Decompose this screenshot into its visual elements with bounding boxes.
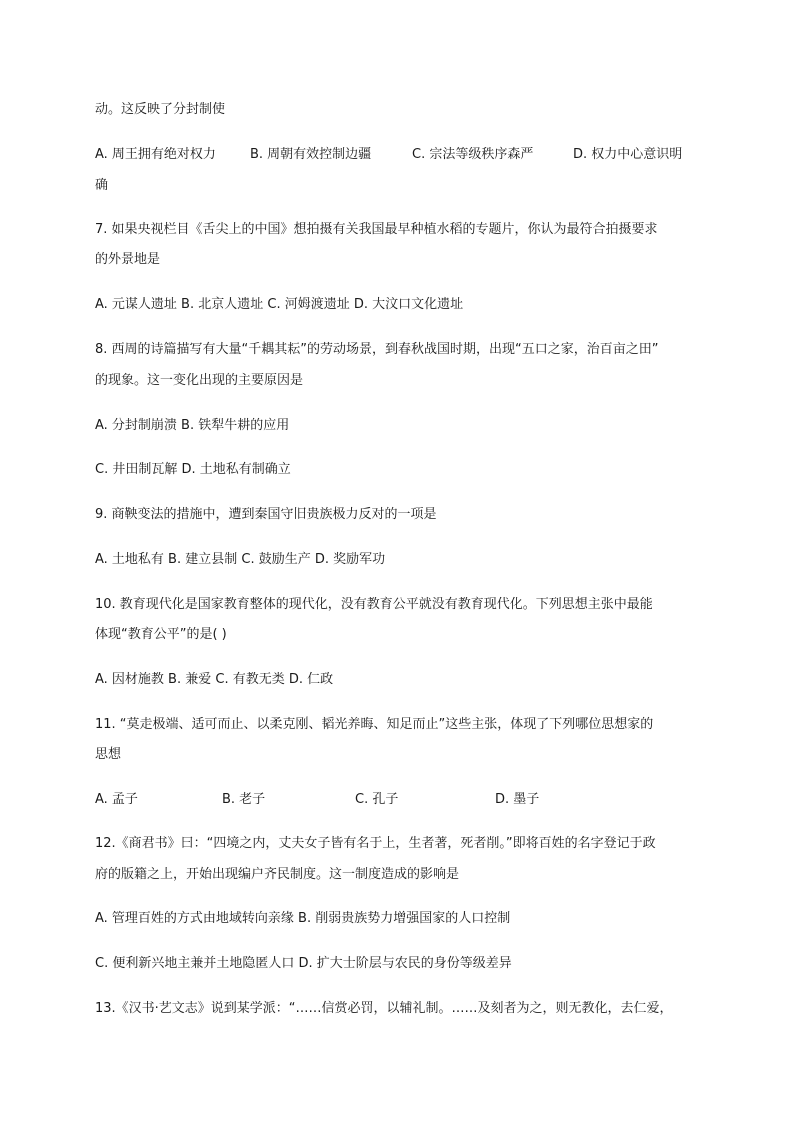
q6-text-tail: 动。这反映了分封制使 [95,102,226,117]
q10-options: A. 因材施教 B. 兼爱 C. 有教无类 D. 仁政 [95,672,334,687]
q6-option-d-continued: 确 [95,178,109,193]
q10-stem-line2: 体现“教育公平”的是( ) [95,627,227,642]
q12-stem-line2: 府的版籍之上，开始出现编户齐民制度。这一制度造成的影响是 [95,867,460,882]
q7-options: A. 元谋人遗址 B. 北京人遗址 C. 河姆渡遗址 D. 大汶口文化遗址 [95,297,464,312]
q6-option-c: C. 宗法等级秩序森严 [412,147,534,162]
q8-options-row1: A. 分封制崩溃 B. 铁犁牛耕的应用 [95,418,290,433]
q13-stem-line1: 13.《汉书·艺文志》说到某学派：“……信赏必罚，以辅礼制。……及刻者为之，则无教化，去仁爱， [95,1001,673,1016]
q11-option-d: D. 墨子 [495,792,540,807]
q11-stem-line2: 思想 [95,747,122,762]
q11-option-a: A. 孟子 [95,792,138,807]
q7-stem-line2: 的外景地是 [95,252,161,267]
q11-option-b: B. 老子 [222,792,266,807]
q9-stem: 9. 商鞅变法的措施中，遭到秦国守旧贵族极力反对的一项是 [95,507,437,522]
q7-stem-line1: 7. 如果央视栏目《舌尖上的中国》想拍摄有关我国最早种植水稻的专题片，你认为最符合拍摄要求 [95,222,658,237]
q6-option-d: D. 权力中心意识明 [573,147,683,162]
q10-stem-line1: 10. 教育现代化是国家教育整体的现代化，没有教育公平就没有教育现代化。下列思想主张中最能 [95,597,653,612]
q12-options-row2: C. 便利新兴地主兼并土地隐匿人口 D. 扩大士阶层与农民的身份等级差异 [95,956,512,971]
q6-option-b: B. 周朝有效控制边疆 [250,147,372,162]
q12-options-row1: A. 管理百姓的方式由地域转向亲缘 B. 削弱贵族势力增强国家的人口控制 [95,911,511,926]
q8-options-row2: C. 井田制瓦解 D. 土地私有制确立 [95,462,291,477]
q8-stem-line2: 的现象。这一变化出现的主要原因是 [95,373,304,388]
q9-options: A. 土地私有 B. 建立县制 C. 鼓励生产 D. 奖励军功 [95,552,386,567]
q12-stem-line1: 12.《商君书》曰：“四境之内，丈夫女子皆有名于上，生者著，死者削。”即将百姓的名字登记于政 [95,836,656,851]
q6-option-a: A. 周王拥有绝对权力 [95,147,216,162]
q11-option-c: C. 孔子 [355,792,399,807]
q11-stem-line1: 11. “莫走极端、适可而止、以柔克刚、韬光养晦、知足而止”这些主张，体现了下列哪位思想家的 [95,717,654,732]
q8-stem-line1: 8. 西周的诗篇描写有大量“千耦其耘”的劳动场景，到春秋战国时期，出现“五口之家，治百亩之田” [95,342,659,357]
